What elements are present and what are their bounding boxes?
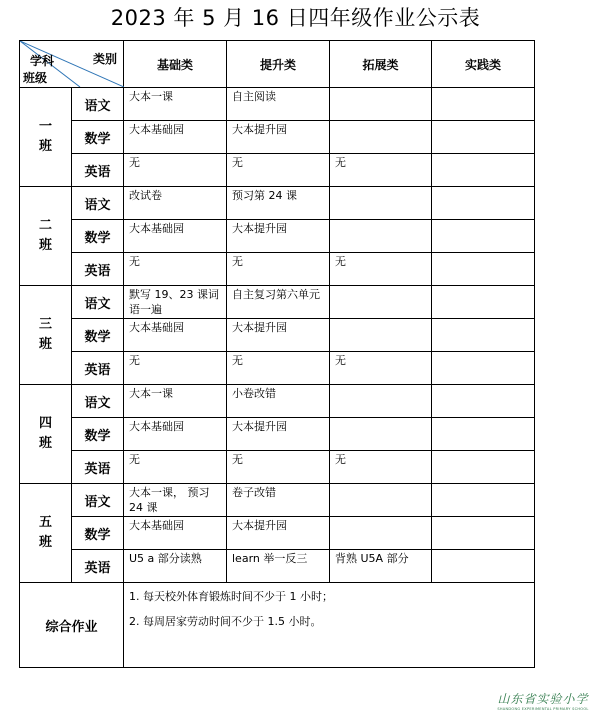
homework-cell	[330, 385, 432, 418]
homework-cell	[432, 286, 535, 319]
homework-cell	[432, 88, 535, 121]
corner-class-label: 班级	[23, 71, 48, 85]
homework-cell	[330, 517, 432, 550]
homework-cell	[432, 121, 535, 154]
subject-cell: 数学	[72, 517, 124, 550]
homework-cell: 无	[330, 253, 432, 286]
subject-cell: 语文	[72, 286, 124, 319]
homework-cell: 无	[227, 253, 330, 286]
homework-cell	[432, 319, 535, 352]
class-name-cell: 二 班	[20, 187, 72, 286]
corner-category-label: 类别	[92, 52, 117, 66]
subject-cell: 数学	[72, 121, 124, 154]
page-title: 2023 年 5 月 16 日四年级作业公示表	[110, 6, 481, 30]
subject-cell: 数学	[72, 319, 124, 352]
subject-cell: 语文	[72, 88, 124, 121]
homework-cell	[432, 484, 535, 517]
homework-cell: 大本基础园	[124, 517, 227, 550]
school-logo-subtitle: SHANDONG EXPERIMENTAL PRIMARY SCHOOL	[497, 707, 589, 711]
homework-cell: 改试卷	[124, 187, 227, 220]
homework-cell: 无	[330, 451, 432, 484]
class-name-cell: 四 班	[20, 385, 72, 484]
header-row	[20, 41, 535, 88]
homework-cell	[330, 187, 432, 220]
school-logo-name: 山东省实验小学	[497, 692, 589, 706]
subject-cell: 英语	[72, 352, 124, 385]
homework-cell: 大本提升园	[227, 121, 330, 154]
homework-cell	[432, 385, 535, 418]
homework-cell: 卷子改错	[227, 484, 330, 517]
homework-cell	[330, 286, 432, 319]
homework-table	[19, 40, 535, 668]
homework-cell: 大本提升园	[227, 517, 330, 550]
homework-cell	[330, 418, 432, 451]
column-header-extend: 拓展类	[330, 41, 432, 88]
homework-cell: 大本提升园	[227, 220, 330, 253]
table-row	[20, 451, 535, 484]
homework-cell: U5 a 部分读熟	[124, 550, 227, 583]
table-row	[20, 484, 535, 517]
homework-cell: 无	[124, 352, 227, 385]
class-name-cell: 五 班	[20, 484, 72, 583]
class-name-cell: 三 班	[20, 286, 72, 385]
homework-cell	[432, 550, 535, 583]
table-row	[20, 220, 535, 253]
homework-cell	[432, 352, 535, 385]
homework-cell	[330, 484, 432, 517]
homework-cell: 无	[124, 451, 227, 484]
table-row	[20, 187, 535, 220]
homework-cell: 无	[330, 154, 432, 187]
table-row	[20, 253, 535, 286]
header-corner-cell	[20, 41, 124, 88]
subject-cell: 数学	[72, 418, 124, 451]
table-row	[20, 154, 535, 187]
table-row	[20, 286, 535, 319]
table-row	[20, 121, 535, 154]
homework-cell: 预习第 24 课	[227, 187, 330, 220]
summary-item: 1. 每天校外体育锻炼时间不少于 1 小时；	[129, 590, 333, 603]
homework-cell: 大本基础园	[124, 319, 227, 352]
homework-cell: 无	[227, 451, 330, 484]
homework-cell: 大本提升园	[227, 418, 330, 451]
homework-cell: 大本提升园	[227, 319, 330, 352]
homework-cell	[330, 319, 432, 352]
table-row	[20, 517, 535, 550]
homework-cell	[330, 220, 432, 253]
homework-cell: 大本基础园	[124, 121, 227, 154]
summary-row	[20, 583, 535, 668]
subject-cell: 英语	[72, 253, 124, 286]
table-row	[20, 319, 535, 352]
homework-cell: 无	[227, 154, 330, 187]
subject-cell: 英语	[72, 550, 124, 583]
homework-cell: 自主阅读	[227, 88, 330, 121]
homework-cell: 无	[227, 352, 330, 385]
homework-cell: 大本一课， 预习 24 课	[124, 484, 227, 517]
homework-cell	[330, 88, 432, 121]
subject-cell: 语文	[72, 187, 124, 220]
subject-cell: 语文	[72, 484, 124, 517]
column-header-practice: 实践类	[432, 41, 535, 88]
summary-label: 综合作业	[20, 583, 124, 668]
homework-cell: 无	[124, 253, 227, 286]
table-row	[20, 352, 535, 385]
homework-cell: learn 举一反三	[227, 550, 330, 583]
homework-cell: 大本一课	[124, 385, 227, 418]
table-row	[20, 550, 535, 583]
homework-cell: 无	[124, 154, 227, 187]
homework-cell	[432, 418, 535, 451]
summary-item: 2. 每周居家劳动时间不少于 1.5 小时。	[129, 615, 322, 628]
subject-cell: 英语	[72, 154, 124, 187]
subject-cell: 数学	[72, 220, 124, 253]
class-name-cell: 一 班	[20, 88, 72, 187]
homework-cell	[432, 451, 535, 484]
corner-subject-label: 学科	[30, 54, 55, 68]
school-logo	[497, 690, 589, 711]
homework-cell: 自主复习第六单元	[227, 286, 330, 319]
table-row	[20, 88, 535, 121]
homework-cell: 小卷改错	[227, 385, 330, 418]
homework-cell: 默写 19、23 课词语一遍	[124, 286, 227, 319]
homework-cell	[432, 154, 535, 187]
table-row	[20, 418, 535, 451]
homework-cell: 无	[330, 352, 432, 385]
homework-cell: 大本一课	[124, 88, 227, 121]
homework-cell: 大本基础园	[124, 418, 227, 451]
homework-cell: 大本基础园	[124, 220, 227, 253]
subject-cell: 语文	[72, 385, 124, 418]
subject-cell: 英语	[72, 451, 124, 484]
homework-cell	[432, 517, 535, 550]
homework-cell	[330, 121, 432, 154]
column-header-basic: 基础类	[124, 41, 227, 88]
homework-cell	[432, 187, 535, 220]
summary-content	[124, 583, 535, 668]
homework-cell	[432, 220, 535, 253]
table-row	[20, 385, 535, 418]
homework-cell: 背熟 U5A 部分	[330, 550, 432, 583]
homework-cell	[432, 253, 535, 286]
column-header-improve: 提升类	[227, 41, 330, 88]
